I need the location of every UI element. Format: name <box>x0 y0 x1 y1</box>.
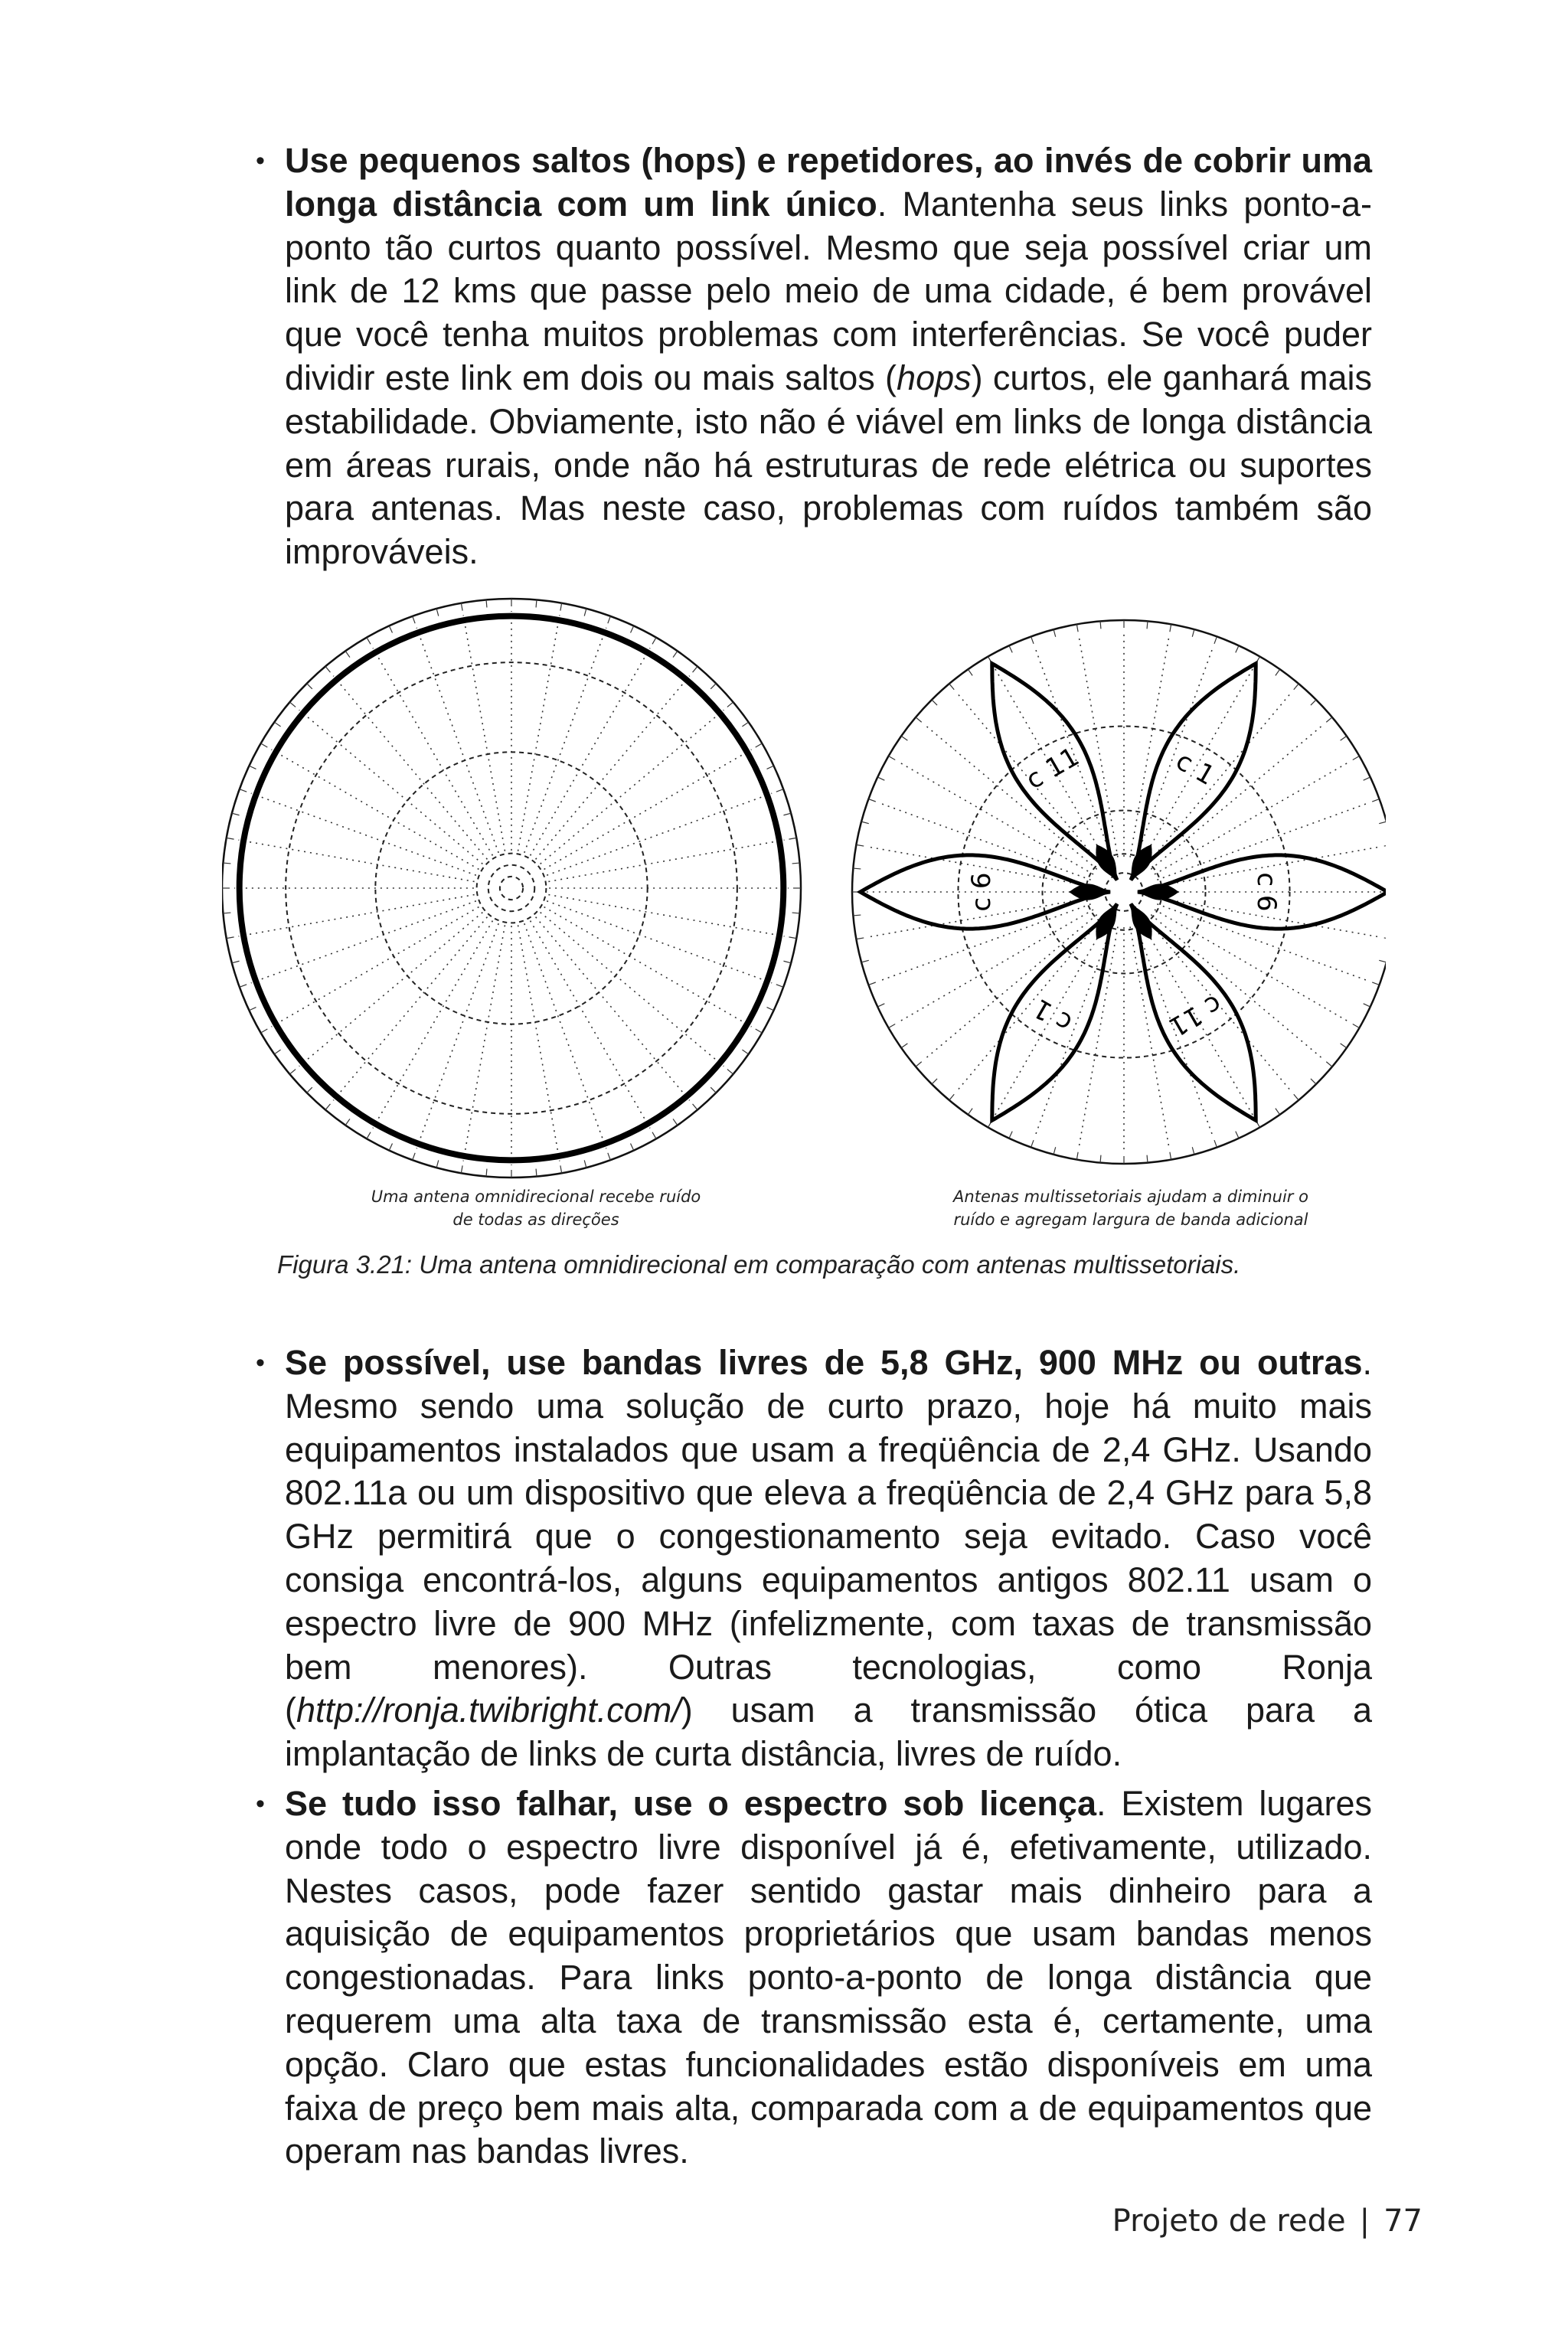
polar-edge-tick <box>289 702 296 707</box>
polar-ring <box>1105 873 1143 911</box>
polar-edge-tick <box>756 1029 763 1033</box>
polar-edge-tick <box>289 1070 296 1074</box>
polar-edge-tick <box>1031 636 1034 643</box>
polar-spoke <box>531 921 650 1129</box>
polar-edge-tick <box>792 863 800 864</box>
bullet-bold-lead: Use pequenos saltos (hops) e repetidores, ao invés de cobrir uma longa distância com um link único <box>285 141 1372 224</box>
polar-edge-tick <box>1379 960 1386 962</box>
polar-spoke <box>373 648 492 855</box>
polar-edge-tick <box>889 1024 896 1028</box>
polar-edge-tick <box>932 1079 937 1084</box>
polar-outer-frame <box>852 620 1386 1164</box>
polar-edge-tick <box>767 1008 774 1011</box>
polar-edge-tick <box>227 937 234 939</box>
polar-edge-tick <box>345 651 350 657</box>
polar-spoke <box>536 676 690 860</box>
bullet-marker: • <box>256 1348 265 1377</box>
polar-edge-tick <box>560 603 562 611</box>
polar-edge-tick <box>436 609 439 616</box>
omni-caption-line1: Uma antena omnidirecional recebe ruído <box>371 1187 701 1206</box>
polar-edge-tick <box>232 813 240 815</box>
polar-edge-tick <box>608 1153 610 1160</box>
polar-edge-tick <box>223 863 230 864</box>
polar-spoke <box>463 615 505 851</box>
polar-edge-tick <box>710 1087 716 1093</box>
lobe-channel-label: c 11 <box>1163 988 1227 1043</box>
page-footer <box>1112 2203 1423 2239</box>
polar-spoke <box>333 676 487 860</box>
polar-edge-tick <box>916 717 922 722</box>
polar-edge-tick <box>868 799 875 802</box>
polar-ring <box>488 865 534 911</box>
polar-spoke <box>299 913 483 1067</box>
polar-edge-tick <box>652 1132 656 1139</box>
bullet-text-end: ) curtos, ele ganhará mais estabilidade. Obviamente, isto não é viável em links de longa distância em áreas rurais, onde não há estruturas de rede elétrica ou suportes para antenas. Mas neste caso, problemas com ruídos também são improváveis. <box>285 358 1373 572</box>
polar-edge-tick <box>856 938 864 939</box>
polar-spoke <box>544 750 752 869</box>
polar-edge-tick <box>1379 822 1386 824</box>
polar-spoke <box>238 840 474 881</box>
sector-inner-lobe <box>1096 904 1117 939</box>
lobe-channel-label: c 1 <box>1027 992 1078 1039</box>
polar-spoke <box>518 925 560 1161</box>
sector-inner-lobe <box>1070 884 1110 899</box>
polar-edge-tick <box>789 838 796 839</box>
polar-spoke <box>541 710 724 864</box>
bullet-hops <box>256 139 1373 574</box>
polar-edge-tick <box>261 743 268 747</box>
polar-edge-tick <box>693 666 697 672</box>
polar-edge-tick <box>232 961 240 963</box>
polar-edge-tick <box>1214 1140 1217 1147</box>
polar-edge-tick <box>584 609 586 616</box>
polar-edge-tick <box>949 1094 954 1100</box>
polar-edge-tick <box>968 669 972 675</box>
multisector-caption <box>901 1185 1361 1231</box>
polar-edge-tick <box>367 638 371 645</box>
polar-edge-tick <box>1276 669 1280 675</box>
polar-edge-tick <box>916 1062 922 1067</box>
polar-edge-tick <box>1054 629 1056 637</box>
polar-edge-tick <box>1076 1152 1078 1160</box>
polar-edge-tick <box>673 651 678 657</box>
polar-edge-tick <box>436 1160 439 1168</box>
polar-edge-tick <box>901 736 907 740</box>
lobe-channel-label: c 6 <box>1251 872 1282 912</box>
polar-edge-tick <box>1054 1147 1056 1155</box>
sector-inner-lobe <box>1138 884 1178 899</box>
sector-inner-lobe <box>1096 845 1117 880</box>
polar-spoke <box>373 921 492 1129</box>
footer-separator: | <box>1359 2203 1370 2239</box>
polar-edge-tick <box>1372 982 1379 985</box>
polar-edge-tick <box>1170 1152 1171 1160</box>
polar-spoke <box>548 840 784 881</box>
polar-edge-tick <box>389 1144 392 1151</box>
polar-edge-tick <box>756 743 763 747</box>
multisector-caption-line1: Antenas multissetoriais ajudam a diminuir o <box>953 1187 1308 1206</box>
polar-ring <box>477 854 547 923</box>
bullet-italic-url: http://ronja.twibright.com/ <box>296 1690 681 1730</box>
polar-edge-tick <box>727 702 733 707</box>
polar-edge-tick <box>1100 1155 1101 1163</box>
polar-edge-tick <box>783 813 791 815</box>
polar-edge-tick <box>413 1153 415 1160</box>
bullet-bold-lead: Se possível, use bandas livres de 5,8 GHz, 900 MHz ou outras <box>285 1343 1363 1382</box>
bullet-bold-lead: Se tudo isso falhar, use o espectro sob licença <box>285 1784 1096 1823</box>
footer-section-title: Projeto de rede <box>1112 2203 1346 2239</box>
polar-edge-tick <box>1236 645 1239 652</box>
polar-edge-tick <box>1341 736 1347 740</box>
polar-edge-tick <box>274 722 280 727</box>
polar-edge-tick <box>742 722 748 727</box>
polar-edge-tick <box>608 616 610 623</box>
polar-edge-tick <box>1294 684 1298 690</box>
polar-edge-tick <box>1076 624 1078 632</box>
bullet-text: . Mantenha seus links ponto-a-ponto tão curtos quanto possível. Mesmo que seja possível criar um link de 12 kms que passe pelo meio de uma cidade, é bem provável que você tenha muitos problemas com interferências. Se você puder dividir este link em dois ou mais saltos ( <box>285 184 1372 397</box>
multisector-polar-plot <box>852 620 1386 1164</box>
polar-edge-tick <box>1384 844 1386 846</box>
polar-spoke <box>518 615 560 851</box>
omni-pattern-circle <box>240 616 784 1161</box>
polar-edge-tick <box>1353 756 1360 760</box>
polar-spoke <box>463 925 505 1161</box>
polar-spoke <box>251 793 476 875</box>
antenna-comparison-figure <box>222 586 1386 1183</box>
polar-edge-tick <box>889 756 896 760</box>
polar-edge-tick <box>856 844 864 846</box>
polar-edge-tick <box>325 1104 330 1110</box>
polar-edge-tick <box>536 1169 537 1177</box>
polar-spoke <box>541 913 724 1067</box>
page-number: 77 <box>1383 2203 1423 2239</box>
lobe-channel-label: c 1 <box>1170 745 1220 792</box>
polar-edge-tick <box>461 603 462 611</box>
multisector-caption-line2: ruído e agregam largura de banda adicional <box>953 1210 1308 1229</box>
polar-edge-tick <box>1326 717 1332 722</box>
polar-spoke <box>524 923 606 1148</box>
polar-edge-tick <box>901 1044 907 1048</box>
polar-edge-tick <box>345 1119 350 1125</box>
polar-ring <box>375 752 647 1024</box>
polar-edge-tick <box>261 1029 268 1033</box>
polar-spoke <box>416 628 498 853</box>
omni-caption-line2: de todas as direções <box>452 1210 619 1229</box>
polar-edge-tick <box>853 915 861 916</box>
polar-edge-tick <box>853 868 861 869</box>
polar-spoke <box>548 895 784 936</box>
polar-edge-tick <box>486 599 487 607</box>
polar-edge-tick <box>968 1109 972 1115</box>
polar-edge-tick <box>584 1160 586 1168</box>
polar-ring <box>500 877 523 900</box>
polar-spoke <box>925 915 1096 1059</box>
polar-edge-tick <box>776 985 783 987</box>
polar-edge-tick <box>249 766 256 769</box>
polar-edge-tick <box>1009 645 1012 652</box>
polar-edge-tick <box>240 985 247 987</box>
bullet-text-end: ) usam a transmissão ótica para a implantação de links de curta distância, livres de ruído. <box>285 1690 1372 1774</box>
polar-spoke <box>299 710 483 864</box>
polar-edge-tick <box>1311 1079 1316 1084</box>
polar-edge-tick <box>877 1004 884 1007</box>
polar-edge-tick <box>1147 621 1148 629</box>
polar-edge-tick <box>949 684 954 690</box>
polar-edge-tick <box>1341 1044 1347 1048</box>
polar-edge-tick <box>1170 624 1171 632</box>
polar-edge-tick <box>1311 700 1316 705</box>
polar-edge-tick <box>1276 1109 1280 1115</box>
polar-edge-tick <box>1364 777 1370 780</box>
polar-edge-tick <box>1372 799 1379 802</box>
polar-edge-tick <box>367 1132 371 1139</box>
polar-edge-tick <box>1326 1062 1332 1067</box>
polar-spoke <box>547 793 772 875</box>
polar-edge-tick <box>727 1070 733 1074</box>
bullet-marker: • <box>256 1789 265 1818</box>
bullet-marker: • <box>256 146 265 175</box>
polar-spoke <box>251 901 476 983</box>
polar-spoke <box>536 917 690 1101</box>
lobe-channel-label: c 6 <box>965 872 997 912</box>
polar-edge-tick <box>1100 621 1101 629</box>
lobe-channel-label: c 11 <box>1021 741 1085 796</box>
polar-edge-tick <box>249 1008 256 1011</box>
polar-spoke <box>957 919 1101 1090</box>
polar-spoke <box>333 917 487 1101</box>
polar-edge-tick <box>742 1050 748 1054</box>
polar-edge-tick <box>783 961 791 963</box>
polar-edge-tick <box>325 666 330 672</box>
polar-edge-tick <box>307 1087 312 1093</box>
polar-edge-tick <box>1214 636 1217 643</box>
polar-edge-tick <box>227 838 234 839</box>
bullet-licensed-spectrum <box>256 1782 1373 2174</box>
polar-edge-tick <box>536 599 537 607</box>
figure-caption: Figura 3.21: Uma antena omnidirecional em comparação com antenas multissetoriais. <box>277 1250 1241 1279</box>
polar-edge-tick <box>486 1169 487 1177</box>
polar-edge-tick <box>710 684 716 689</box>
bullet-text: . Existem lugares onde todo o espectro livre disponível já é, efetivamente, utilizado. Nestes casos, pode fazer sentido gastar mais dinheiro para a aquisição de equipamentos proprietários que usam bandas menos congestionadas. Para links ponto-a-ponto de longa distância que requerem uma alta taxa de transmissão esta é, certamente, uma opção. Claro que estas funcionalidades estão disponíveis em uma faixa de preço bem mais alta, comparada com a de equipamentos que operam nas bandas livres. <box>285 1784 1373 2171</box>
polar-edge-tick <box>877 777 884 780</box>
polar-edge-tick <box>631 626 634 632</box>
polar-edge-tick <box>631 1144 634 1151</box>
polar-spoke <box>531 648 650 855</box>
polar-edge-tick <box>560 1165 562 1173</box>
bullet-text: . Mesmo sendo uma solução de curto prazo, hoje há muito mais equipamentos instalados que usam a freqüência de 2,4 GHz. Usando 802.11a ou um dispositivo que eleva a freqüência de 2,4 GHz para 5,8 GHz permitirá que o congestionamento seja evitado. Caso você consiga encontrá-los, alguns equipamentos antigos 802.11 usam o espectro livre de 900 MHz (infelizmente, com taxas de transmissão bem menores). Outras tecnologias, como Ronja ( <box>285 1343 1372 1730</box>
omni-caption <box>322 1185 750 1231</box>
polar-edge-tick <box>1009 1132 1012 1138</box>
polar-edge-tick <box>1353 1024 1360 1028</box>
polar-edge-tick <box>1384 938 1386 939</box>
bullet-italic: hops <box>897 358 972 397</box>
sector-inner-lobe <box>1131 845 1152 880</box>
polar-edge-tick <box>240 789 247 792</box>
polar-edge-tick <box>413 616 415 623</box>
polar-edge-tick <box>307 684 312 689</box>
polar-edge-tick <box>1236 1132 1239 1138</box>
polar-edge-tick <box>693 1104 697 1110</box>
polar-spoke <box>1151 725 1322 869</box>
polar-ring <box>286 662 737 1114</box>
polar-spoke <box>1136 648 1213 858</box>
polar-edge-tick <box>1192 629 1194 637</box>
polar-spoke <box>1035 925 1112 1135</box>
polar-edge-tick <box>789 937 796 939</box>
polar-edge-tick <box>461 1165 462 1173</box>
sector-inner-lobe <box>1131 904 1152 939</box>
polar-edge-tick <box>1031 1140 1034 1147</box>
polar-edge-tick <box>1147 1155 1148 1163</box>
polar-edge-tick <box>861 960 869 962</box>
polar-edge-tick <box>868 982 875 985</box>
polar-spoke <box>238 895 474 936</box>
polar-edge-tick <box>1294 1094 1298 1100</box>
polar-edge-tick <box>652 638 656 645</box>
omnidirectional-polar-plot <box>222 599 801 1178</box>
polar-edge-tick <box>389 626 392 632</box>
polar-edge-tick <box>767 766 774 769</box>
polar-spoke <box>524 628 606 853</box>
polar-edge-tick <box>673 1119 678 1125</box>
polar-edge-tick <box>861 822 869 824</box>
polar-spoke <box>547 901 772 983</box>
polar-spoke <box>1147 693 1291 864</box>
polar-edge-tick <box>1192 1147 1194 1155</box>
bullet-free-bands <box>256 1341 1372 1776</box>
polar-spoke <box>416 923 498 1148</box>
polar-edge-tick <box>274 1050 280 1054</box>
polar-edge-tick <box>932 700 937 705</box>
polar-edge-tick <box>1364 1004 1370 1007</box>
polar-edge-tick <box>776 789 783 792</box>
